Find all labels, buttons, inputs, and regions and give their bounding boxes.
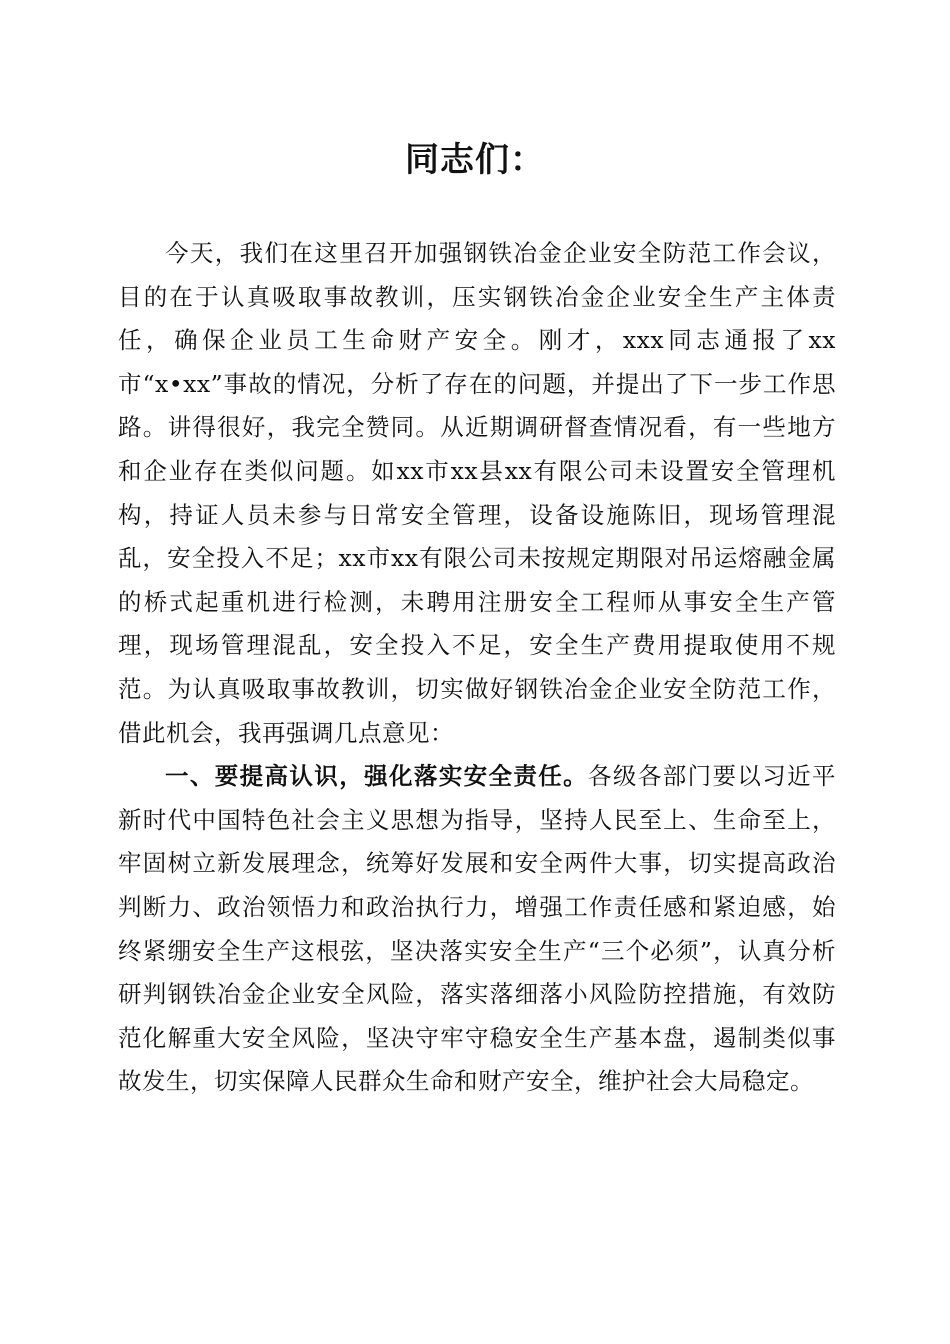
paragraph-point-one-heading: 一、要提高认识，强化落实安全责任。 [165,762,589,791]
document-title: 同志们： [405,140,545,180]
paragraph-point-one-text: 各级各部门要以习近平新时代中国特色社会主义思想为指导，坚持人民至上、生命至上，牢固树立新发展理念，统筹好发展和安全两件大事，切实提高政治判断力、政治领悟力和政治执行力，增强工作责任感和紧迫感，始终紧绷安全生产这根弦，坚决落实安全生产“三个必须”，认真分析研判钢铁冶金企业安全风险，落实落细落小风险防控措施，有效防范化解重大安全风险，坚决守牢守稳安全生产基本盘，遏制类似事故发生，切实保障人民群众生命和财产安全，维护社会大局稳定。 [118,762,837,1096]
document-body [118,232,836,1104]
paragraph-intro-text: 今天，我们在这里召开加强钢铁冶金企业安全防范工作会议，目的在于认真吸取事故教训，压实钢铁冶金企业安全生产主体责任，确保企业员工生命财产安全。刚才，xxx同志通报了xx市“x•xx”事故的情况，分析了存在的问题，并提出了下一步工作思路。讲得很好，我完全赞同。从近期调研督查情况看，有一些地方和企业存在类似问题。如xx市xx县xx有限公司未设置安全管理机构，持证人员未参与日常安全管理，设备设施陈旧，现场管理混乱，安全投入不足；xx市xx有限公司未按规定期限对吊运熔融金属的桥式起重机进行检测，未聘用注册安全工程师从事安全生产管理，现场管理混乱，安全投入不足，安全生产费用提取使用不规范。为认真吸取事故教训，切实做好钢铁冶金企业安全防范工作，借此机会，我再强调几点意见： [118,239,836,747]
paragraph-intro [118,232,836,755]
paragraph-point-one [118,755,836,1104]
